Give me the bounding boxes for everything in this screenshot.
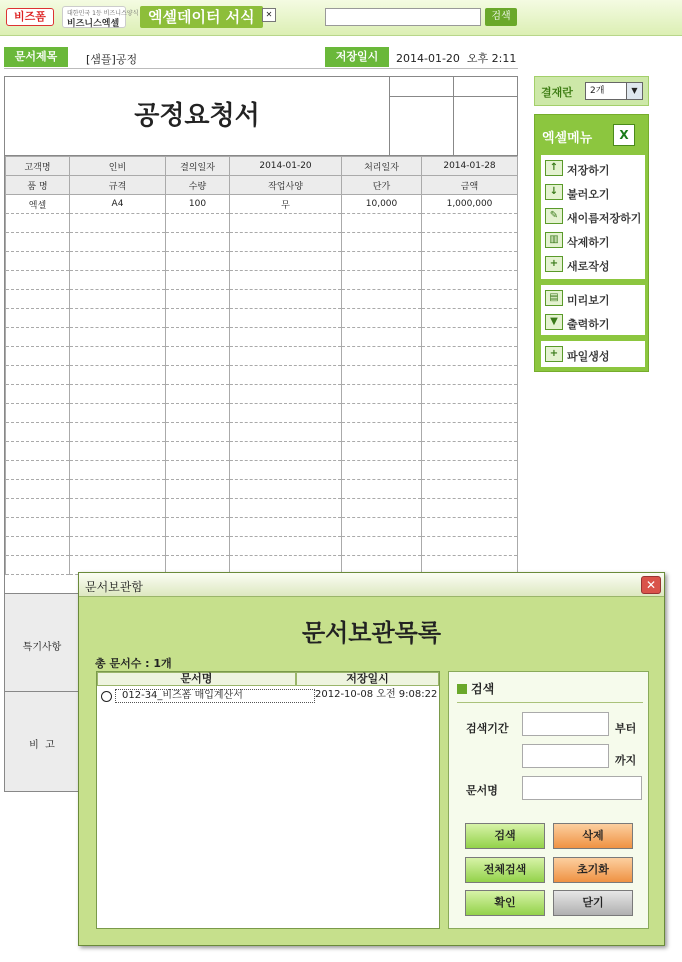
table-cell[interactable]: [230, 271, 342, 290]
table-cell[interactable]: [230, 214, 342, 233]
document-icon: ✎: [545, 208, 563, 224]
table-row[interactable]: [6, 271, 518, 290]
dialog-titlebar[interactable]: [79, 573, 664, 597]
table-cell[interactable]: 2014-01-20: [230, 157, 342, 176]
excel-icon: X: [613, 124, 635, 146]
table-row[interactable]: [6, 442, 518, 461]
logo-tagline: 대한민국 1등 비즈니스양식: [67, 10, 139, 17]
table-cell[interactable]: [422, 442, 518, 461]
table-row[interactable]: [6, 385, 518, 404]
table-cell[interactable]: [342, 518, 422, 537]
document-icon: +: [545, 346, 563, 362]
table-cell[interactable]: [230, 518, 342, 537]
table-row[interactable]: [6, 328, 518, 347]
table-cell[interactable]: [230, 423, 342, 442]
to-label: 까지: [615, 754, 637, 767]
doc-title-label: 문서제목: [4, 47, 68, 67]
save-date-label: 저장일시: [325, 47, 389, 67]
table-cell[interactable]: 결의일자: [166, 157, 230, 176]
period-label: 검색기간: [466, 722, 509, 735]
menu-item-label: 새이름저장하기: [567, 212, 642, 225]
table-cell[interactable]: [342, 309, 422, 328]
table-cell[interactable]: [70, 309, 166, 328]
table-cell[interactable]: [230, 461, 342, 480]
approval-cell[interactable]: [454, 97, 517, 156]
table-cell[interactable]: [342, 328, 422, 347]
table-cell[interactable]: 수량: [166, 176, 230, 195]
table-row[interactable]: [6, 461, 518, 480]
table-cell[interactable]: [166, 423, 230, 442]
document-icon: ↑: [545, 160, 563, 176]
table-row[interactable]: [6, 366, 518, 385]
divider: [457, 702, 643, 703]
table-cell[interactable]: [230, 442, 342, 461]
table-cell[interactable]: [166, 233, 230, 252]
table-cell[interactable]: [166, 271, 230, 290]
table-cell[interactable]: 처리일자: [342, 157, 422, 176]
table-cell[interactable]: [70, 518, 166, 537]
table-cell[interactable]: 규격: [70, 176, 166, 195]
menu-item-g1-2[interactable]: [541, 205, 645, 227]
page-title: 엑셀데이터 서식: [140, 6, 263, 28]
table-cell[interactable]: [166, 385, 230, 404]
menu-item-label: 파일생성: [567, 350, 610, 363]
table-cell[interactable]: [422, 290, 518, 309]
table-cell[interactable]: [166, 309, 230, 328]
menu-item-label: 미리보기: [567, 294, 610, 307]
docname-input[interactable]: [522, 776, 642, 800]
document-storage-dialog: [78, 572, 665, 946]
table-cell[interactable]: [230, 252, 342, 271]
table-cell[interactable]: [166, 347, 230, 366]
date-from-input[interactable]: [522, 712, 609, 736]
docname-label: 문서명: [466, 784, 498, 797]
table-row[interactable]: [6, 499, 518, 518]
table-cell[interactable]: [422, 309, 518, 328]
table-cell[interactable]: [6, 252, 70, 271]
table-row[interactable]: [6, 252, 518, 271]
table-cell[interactable]: [230, 347, 342, 366]
table-cell[interactable]: 인비: [70, 157, 166, 176]
table-cell[interactable]: [342, 385, 422, 404]
document-list[interactable]: [96, 671, 440, 929]
excel-menu: [534, 114, 649, 372]
table-cell[interactable]: [166, 366, 230, 385]
top-search-input[interactable]: [325, 8, 481, 26]
table-cell[interactable]: [70, 290, 166, 309]
remarks-label: 비 고: [5, 692, 80, 791]
table-cell[interactable]: 1,000,000: [422, 195, 518, 214]
table-cell[interactable]: [342, 499, 422, 518]
list-header: [97, 672, 439, 686]
table-cell[interactable]: [422, 537, 518, 556]
table-cell[interactable]: [342, 442, 422, 461]
table-cell[interactable]: [70, 537, 166, 556]
table-cell[interactable]: [422, 480, 518, 499]
document-icon: ↓: [545, 184, 563, 200]
table-cell[interactable]: [6, 385, 70, 404]
table-cell[interactable]: [230, 499, 342, 518]
menu-item-label: 새로작성: [567, 260, 610, 273]
table-cell[interactable]: [6, 309, 70, 328]
table-cell[interactable]: [166, 537, 230, 556]
list-item[interactable]: [97, 688, 439, 704]
approval-select[interactable]: [585, 82, 643, 100]
table-cell[interactable]: [6, 366, 70, 385]
table-cell[interactable]: [422, 328, 518, 347]
from-label: 부터: [615, 722, 637, 735]
document-icon: ▥: [545, 232, 563, 248]
table-cell[interactable]: [70, 252, 166, 271]
logo-text: 비즈니스엑셀: [67, 19, 120, 29]
table-cell[interactable]: [422, 366, 518, 385]
table-cell[interactable]: [342, 347, 422, 366]
table-cell[interactable]: [70, 347, 166, 366]
table-cell[interactable]: [166, 252, 230, 271]
table-cell[interactable]: [70, 423, 166, 442]
table-cell[interactable]: [166, 442, 230, 461]
table-cell[interactable]: [342, 290, 422, 309]
document-icon: +: [545, 256, 563, 272]
table-cell[interactable]: [342, 480, 422, 499]
table-cell[interactable]: [70, 214, 166, 233]
radio-button[interactable]: [101, 691, 112, 702]
table-cell[interactable]: [342, 233, 422, 252]
special-notes-label: 특기사항: [5, 594, 80, 691]
table-cell[interactable]: [342, 214, 422, 233]
table-cell[interactable]: [70, 271, 166, 290]
table-row[interactable]: [6, 233, 518, 252]
table-cell[interactable]: [70, 385, 166, 404]
table-cell[interactable]: [6, 347, 70, 366]
table-row[interactable]: [6, 518, 518, 537]
menu-item-g2-0[interactable]: [541, 287, 645, 309]
table-cell[interactable]: 100: [166, 195, 230, 214]
menu-item-label: 불러오기: [567, 188, 610, 201]
table-cell[interactable]: [230, 537, 342, 556]
document-count: 총 문서수 : 1개: [95, 657, 172, 670]
dialog-heading: 문서보관목록: [301, 619, 442, 647]
table-cell[interactable]: [70, 328, 166, 347]
menu-item-label: 저장하기: [567, 164, 610, 177]
save-date-value: 2014-01-20 오후 2:11: [396, 52, 517, 65]
chevron-down-icon[interactable]: ▼: [626, 83, 642, 99]
reset-button[interactable]: 초기화: [553, 857, 633, 883]
table-row[interactable]: [6, 537, 518, 556]
table-row[interactable]: [6, 404, 518, 423]
table-cell[interactable]: [230, 480, 342, 499]
table-cell[interactable]: [6, 233, 70, 252]
date-to-input[interactable]: [522, 744, 609, 768]
table-cell[interactable]: [342, 404, 422, 423]
menu-item-g3-0[interactable]: [541, 343, 645, 365]
table-cell[interactable]: [166, 290, 230, 309]
table-cell[interactable]: 품 명: [6, 176, 70, 195]
table-cell[interactable]: [6, 480, 70, 499]
table-cell[interactable]: [422, 518, 518, 537]
table-cell[interactable]: [230, 385, 342, 404]
table-cell[interactable]: [422, 423, 518, 442]
table-cell[interactable]: [166, 461, 230, 480]
table-cell[interactable]: [422, 499, 518, 518]
table-cell[interactable]: [6, 423, 70, 442]
table-row[interactable]: [6, 480, 518, 499]
table-cell[interactable]: [70, 233, 166, 252]
table-row[interactable]: [6, 157, 518, 176]
table-cell[interactable]: 무: [230, 195, 342, 214]
table-cell[interactable]: [230, 309, 342, 328]
bizform-logo[interactable]: 비즈폼: [6, 8, 54, 26]
table-cell[interactable]: [230, 404, 342, 423]
table-cell[interactable]: [342, 423, 422, 442]
table-cell[interactable]: [70, 366, 166, 385]
column-header-name[interactable]: 문서명: [97, 672, 296, 686]
menu-item-label: 삭제하기: [567, 236, 610, 249]
table-cell[interactable]: [422, 233, 518, 252]
table-cell[interactable]: [342, 537, 422, 556]
search-heading: 검색: [457, 680, 494, 697]
table-cell[interactable]: [6, 499, 70, 518]
menu-group: [541, 341, 645, 367]
menu-group: [541, 285, 645, 335]
table-cell[interactable]: [6, 214, 70, 233]
table-row[interactable]: [6, 347, 518, 366]
table-cell[interactable]: [422, 347, 518, 366]
menu-item-g1-4[interactable]: [541, 253, 645, 275]
table-cell[interactable]: [342, 366, 422, 385]
table-cell[interactable]: [230, 328, 342, 347]
table-cell[interactable]: [6, 518, 70, 537]
table-cell[interactable]: [6, 537, 70, 556]
top-search-button[interactable]: 검색: [485, 8, 517, 26]
form-table[interactable]: [5, 156, 518, 575]
table-cell[interactable]: [166, 328, 230, 347]
table-cell[interactable]: [422, 385, 518, 404]
table-cell[interactable]: [70, 499, 166, 518]
menu-group: [541, 155, 645, 279]
excel-icon: ✕: [262, 8, 276, 22]
table-cell[interactable]: [230, 366, 342, 385]
table-row[interactable]: [6, 176, 518, 195]
form-title: 공정요청서: [5, 77, 390, 156]
table-cell[interactable]: 단가: [342, 176, 422, 195]
table-cell[interactable]: [230, 233, 342, 252]
table-cell[interactable]: [422, 271, 518, 290]
ok-button[interactable]: 확인: [465, 890, 545, 916]
menu-title: 엑셀메뉴: [542, 131, 593, 146]
table-cell[interactable]: [6, 442, 70, 461]
table-cell[interactable]: 고객명: [6, 157, 70, 176]
table-cell[interactable]: [166, 404, 230, 423]
table-cell[interactable]: [6, 271, 70, 290]
table-cell[interactable]: [422, 214, 518, 233]
table-cell[interactable]: [342, 271, 422, 290]
table-cell[interactable]: [70, 442, 166, 461]
table-cell[interactable]: [342, 252, 422, 271]
document-icon: ▼: [545, 314, 563, 330]
table-cell[interactable]: [6, 556, 70, 575]
table-cell[interactable]: [70, 461, 166, 480]
table-cell[interactable]: [166, 518, 230, 537]
table-cell[interactable]: 2014-01-28: [422, 157, 518, 176]
table-cell[interactable]: [422, 252, 518, 271]
search-all-button[interactable]: 전체검색: [465, 857, 545, 883]
approval-select-value: 2개: [590, 86, 605, 96]
close-icon[interactable]: ✕: [641, 576, 661, 594]
close-button[interactable]: 닫기: [553, 890, 633, 916]
approval-label: 결재란: [541, 86, 573, 99]
table-row[interactable]: [6, 423, 518, 442]
column-header-date[interactable]: 저장일시: [296, 672, 439, 686]
list-item-name: 012-34_비즈폼 매입계산서: [115, 689, 315, 703]
table-cell[interactable]: 금액: [422, 176, 518, 195]
table-cell[interactable]: [6, 461, 70, 480]
menu-item-g1-0[interactable]: [541, 157, 645, 179]
table-cell[interactable]: 엑셀: [6, 195, 70, 214]
dialog-title: 문서보관함: [85, 580, 143, 594]
table-cell[interactable]: [70, 404, 166, 423]
menu-item-g1-3[interactable]: [541, 229, 645, 251]
table-cell[interactable]: [70, 480, 166, 499]
table-cell[interactable]: [422, 404, 518, 423]
table-row[interactable]: [6, 290, 518, 309]
approval-box: [534, 76, 649, 106]
table-cell[interactable]: [230, 290, 342, 309]
table-cell[interactable]: [6, 404, 70, 423]
table-cell[interactable]: [166, 214, 230, 233]
list-item-date: 2012-10-08 오전 9:08:22: [315, 689, 438, 700]
approval-cell[interactable]: [390, 97, 454, 156]
table-cell[interactable]: [342, 461, 422, 480]
search-panel: [448, 671, 649, 929]
table-cell[interactable]: [166, 480, 230, 499]
table-cell[interactable]: [166, 499, 230, 518]
table-row[interactable]: [6, 214, 518, 233]
table-row[interactable]: [6, 309, 518, 328]
menu-item-g2-1[interactable]: [541, 311, 645, 333]
menu-item-g1-1[interactable]: [541, 181, 645, 203]
document-icon: ▤: [545, 290, 563, 306]
arrow-icon: [457, 684, 467, 694]
delete-button[interactable]: 삭제: [553, 823, 633, 849]
search-button[interactable]: 검색: [465, 823, 545, 849]
table-row[interactable]: [6, 195, 518, 214]
table-cell[interactable]: [422, 461, 518, 480]
menu-item-label: 출력하기: [567, 318, 610, 331]
table-cell[interactable]: A4: [70, 195, 166, 214]
table-cell[interactable]: 작업사양: [230, 176, 342, 195]
table-cell[interactable]: [6, 290, 70, 309]
approval-cell[interactable]: [390, 77, 454, 97]
bizexcel-logo[interactable]: [62, 6, 139, 29]
table-cell[interactable]: [6, 328, 70, 347]
table-cell[interactable]: 10,000: [342, 195, 422, 214]
doc-title-value: [샘플]공정: [86, 53, 138, 66]
divider: [4, 68, 518, 69]
top-header: [0, 0, 682, 36]
approval-cell[interactable]: [454, 77, 517, 97]
